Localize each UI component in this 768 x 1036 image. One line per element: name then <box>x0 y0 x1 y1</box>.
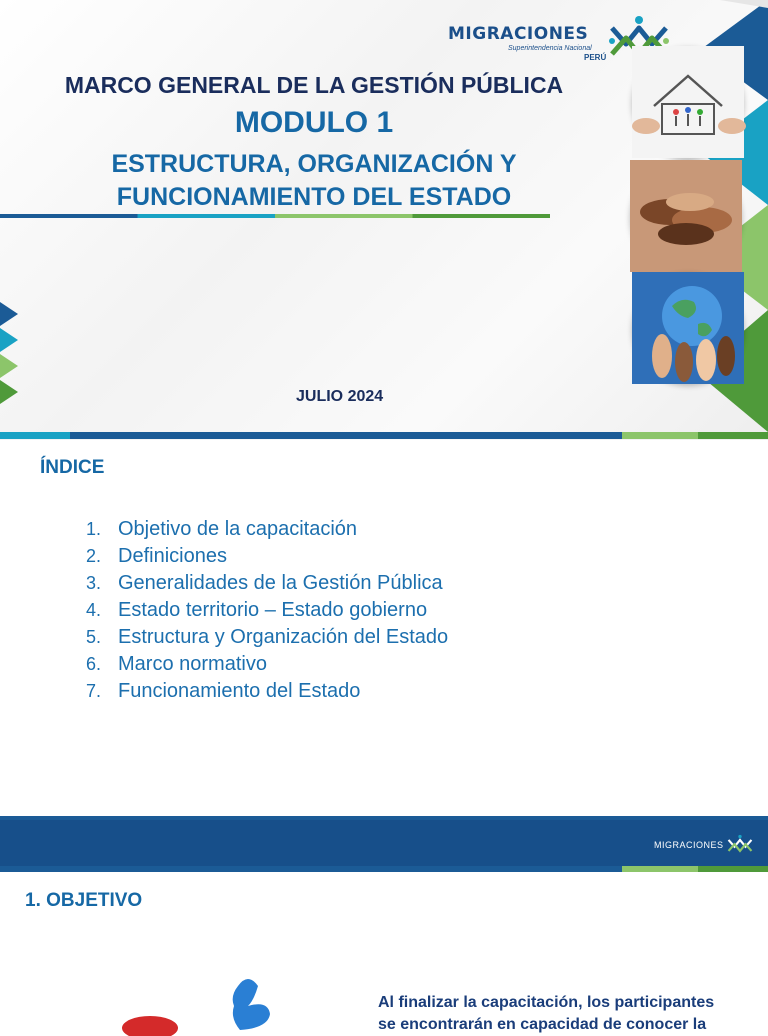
index-item: 6. Marco normativo <box>86 653 267 675</box>
objective-title: 1. OBJETIVO <box>25 890 143 911</box>
logo-country: PERÚ <box>584 53 607 62</box>
index-item: 3. Generalidades de la Gestión Pública <box>86 572 443 594</box>
objective-text-line1: Al finalizar la capacitación, los participantes <box>378 994 715 1011</box>
index-item: 7. Funcionamiento del Estado <box>86 680 361 702</box>
objective-slide <box>0 816 768 1033</box>
left-chevrons-decoration <box>0 300 20 410</box>
logo-subtext: Superintendencia Nacional <box>508 45 592 52</box>
objective-illustration <box>120 976 320 1024</box>
index-heading: ÍNDICE <box>40 457 105 478</box>
module-title: MODULO 1 <box>234 106 394 139</box>
cover-bottom-band <box>0 432 768 439</box>
module-subtitle <box>0 148 628 214</box>
cover-date: JULIO 2024 <box>296 388 384 405</box>
right-photo-column <box>620 0 768 440</box>
objective-text-line2: se encontrarán en capacidad de conocer la <box>378 1016 707 1033</box>
module-subtitle-line1: ESTRUCTURA, ORGANIZACIÓN Y <box>111 150 517 178</box>
index-slide <box>0 440 768 816</box>
family-house-photo <box>632 46 744 158</box>
slide-header-bar <box>0 820 768 866</box>
index-item: 5. Estructura y Organización del Estado <box>86 626 449 648</box>
index-item: 2. Definiciones <box>86 545 227 567</box>
globe-hands-photo <box>632 272 744 384</box>
cover-slide <box>0 0 768 440</box>
index-item: 4. Estado territorio – Estado gobierno <box>86 599 428 621</box>
course-title: MARCO GENERAL DE LA GESTIÓN PÚBLICA <box>64 72 564 98</box>
header-logo-text: MIGRACIONES <box>654 840 724 850</box>
migraciones-logo-icon <box>726 830 754 860</box>
index-item: 1. Objetivo de la capacitación <box>86 518 358 540</box>
index-list <box>86 516 448 705</box>
globe-hands-icon <box>632 272 744 384</box>
objective-text <box>378 992 728 1036</box>
joined-hands-photo <box>630 160 742 272</box>
logo-text: MIGRACIONES <box>448 24 589 44</box>
header-color-strip <box>0 866 768 872</box>
module-subtitle-line2: FUNCIONAMIENTO DEL ESTADO <box>116 183 512 211</box>
title-underline <box>0 214 550 218</box>
joined-hands-icon <box>630 160 742 272</box>
family-house-icon <box>632 46 744 158</box>
